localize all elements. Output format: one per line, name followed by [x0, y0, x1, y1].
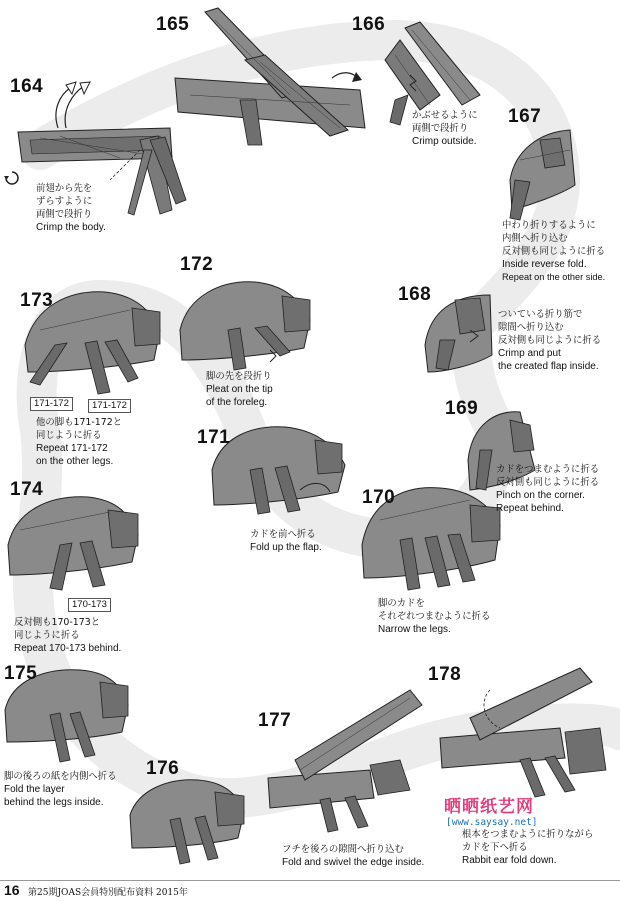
caption-ja: ついている折り筋で — [498, 309, 583, 320]
caption-ja: 前翅から先を — [36, 183, 93, 194]
page-number: 16 — [4, 882, 20, 898]
caption-ja: 同じように折る — [14, 630, 80, 641]
caption-en: behind the legs inside. — [4, 797, 104, 808]
caption-ja: 脚の先を段折り — [206, 371, 272, 382]
step-178-caption — [462, 828, 593, 867]
page-footer — [0, 880, 620, 901]
caption-en: Repeat 171-172 — [36, 443, 108, 454]
caption-en: Fold the layer — [4, 784, 65, 795]
caption-en: Inside reverse fold. — [502, 259, 587, 270]
caption-ja: カドを前へ折る — [250, 529, 316, 540]
step-number: 172 — [180, 254, 214, 275]
caption-ja: 反対側も同じように折る — [502, 246, 606, 257]
step-175-caption — [4, 770, 117, 809]
caption-en: Repeat on the other side. — [502, 272, 606, 282]
step-ref-box: 170-173 — [68, 598, 111, 612]
step-171-caption — [250, 528, 322, 554]
caption-ja: ずらすように — [36, 196, 93, 207]
step-number: 168 — [398, 284, 432, 305]
step-number: 175 — [4, 663, 38, 684]
caption-en: Crimp and put — [498, 348, 561, 359]
caption-ja: 同じように折る — [36, 430, 102, 441]
step-number: 165 — [156, 14, 190, 35]
step-174-caption — [14, 616, 121, 655]
step-164-caption — [36, 182, 106, 234]
caption-en: Narrow the legs. — [378, 624, 451, 635]
step-number: 174 — [10, 479, 44, 500]
caption-ja: かぶせるように — [412, 110, 478, 121]
step-169-caption — [496, 463, 599, 515]
caption-en: Fold and swivel the edge inside. — [282, 857, 425, 868]
caption-en: on the other legs. — [36, 456, 114, 467]
caption-ja: 内側へ折り込む — [502, 233, 568, 244]
step-173-caption — [36, 416, 122, 468]
caption-ja: 反対側も170-173と — [14, 617, 101, 628]
step-number: 166 — [352, 14, 386, 35]
step-ref-box: 171-172 — [30, 397, 73, 411]
watermark-site-name: 晒晒纸艺网 — [444, 797, 534, 817]
caption-ja: それぞれつまむように折る — [378, 611, 491, 622]
caption-ja: 他の脚も171-172と — [36, 417, 123, 428]
caption-ja: 根本をつまむように折りながら — [462, 829, 594, 840]
step-number: 176 — [146, 758, 180, 779]
step-170-caption — [378, 597, 490, 636]
caption-ja: 中わり折りするように — [502, 220, 596, 231]
caption-en: Repeat 170-173 behind. — [14, 643, 122, 654]
caption-ja: カドを下へ折る — [462, 842, 528, 853]
step-ref-box: 171-172 — [88, 399, 131, 413]
caption-ja: カドをつまむように折る — [496, 464, 600, 475]
caption-en: Crimp the body. — [36, 222, 106, 233]
watermark — [444, 792, 538, 828]
caption-ja: 反対側も同じように折る — [498, 335, 602, 346]
footer-publication: 第25期JOAS会員特別配布資料 2015年 — [28, 888, 188, 898]
caption-en: Fold up the flap. — [250, 542, 322, 553]
caption-en: Repeat behind. — [496, 503, 564, 514]
caption-ja: 両側で段折り — [36, 209, 93, 220]
step-172-caption — [206, 370, 273, 409]
step-166-caption — [412, 109, 478, 148]
caption-ja: フチを後ろの隙間へ折り込む — [282, 844, 404, 855]
caption-en: Pinch on the corner. — [496, 490, 585, 501]
step-number: 177 — [258, 710, 292, 731]
step-number: 169 — [445, 398, 479, 419]
caption-ja: 反対側も同じように折る — [496, 477, 600, 488]
step-177-caption — [282, 843, 424, 869]
caption-ja: 隙間へ折り込む — [498, 322, 564, 333]
caption-en: the created flap inside. — [498, 361, 599, 372]
step-number: 178 — [428, 664, 462, 685]
caption-ja: 両側で段折り — [412, 123, 469, 134]
step-number: 167 — [508, 106, 542, 127]
step-number: 173 — [20, 290, 54, 311]
caption-en: Pleat on the tip — [206, 384, 273, 395]
caption-en: of the foreleg. — [206, 397, 268, 408]
step-168-caption — [498, 308, 601, 373]
step-number: 171 — [197, 427, 231, 448]
caption-ja: 脚のカドを — [378, 598, 425, 609]
step-167-caption — [502, 219, 605, 284]
step-number: 164 — [10, 76, 44, 97]
caption-ja: 脚の後ろの紙を内側へ折る — [4, 771, 117, 782]
step-number: 170 — [362, 487, 396, 508]
caption-en: Rabbit ear fold down. — [462, 855, 557, 866]
caption-en: Crimp outside. — [412, 136, 477, 147]
watermark-url: [www.saysay.net] — [446, 817, 538, 828]
